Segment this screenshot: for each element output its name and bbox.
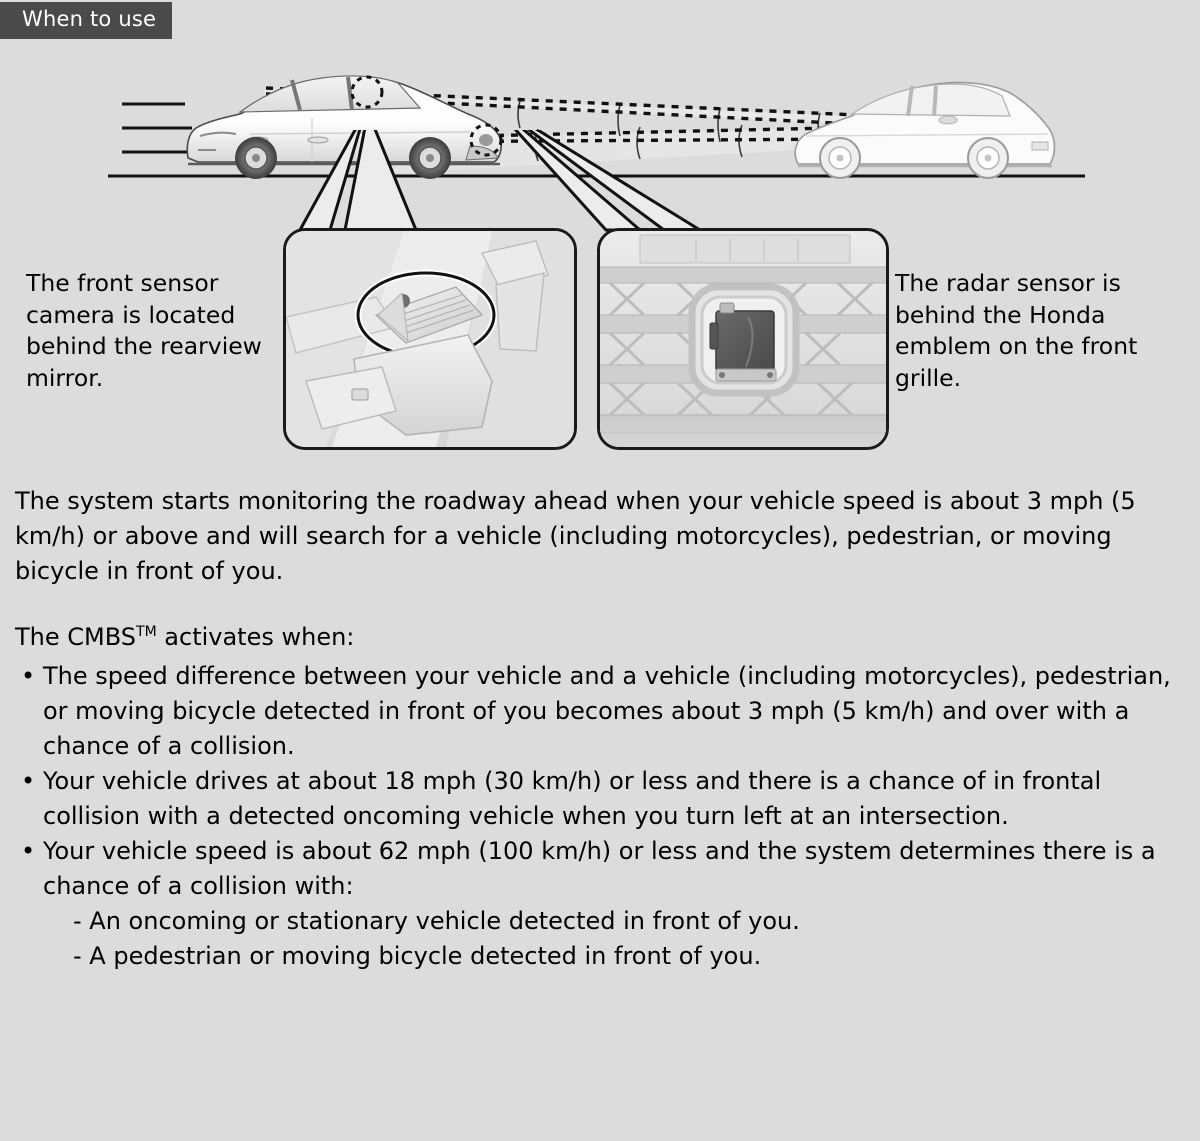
lead-suffix: activates when: — [156, 623, 355, 651]
list-item — [15, 659, 1187, 764]
list-item — [15, 834, 1187, 974]
lead-prefix: The CMBS — [15, 623, 137, 651]
radar-module — [710, 303, 776, 381]
front-sensor-camera-photo — [283, 228, 577, 450]
sub-list-item: - A pedestrian or moving bicycle detected in front of you. — [73, 942, 762, 970]
sub-list-item: - An oncoming or stationary vehicle detected in front of you. — [73, 907, 800, 935]
list-item-text: Your vehicle speed is about 62 mph (100 km/h) or less and the system determines there is a chance of a collision with: — [43, 837, 1156, 900]
callout-leader-lines — [0, 130, 1200, 250]
activation-conditions-list — [15, 659, 1187, 974]
caption-radar-sensor: The radar sensor is behind the Honda emblem on the front grille. — [895, 269, 1138, 392]
bullet-marker: • — [21, 837, 36, 865]
intro-paragraph: The system starts monitoring the roadway ahead when your vehicle speed is about 3 mph (5 km/h) or above and will search for a vehicle (including motorcycles), pedestrian, or moving bicycle in front of you. — [15, 487, 1136, 585]
trademark-symbol: TM — [136, 624, 157, 640]
list-item-text: Your vehicle drives at about 18 mph (30 km/h) or less and there is a chance of in frontal collision with a detected oncoming vehicle when you turn left at an intersection. — [43, 767, 1102, 830]
bullet-marker: • — [21, 767, 36, 795]
activation-lead — [15, 620, 1187, 655]
bullet-marker: • — [21, 662, 36, 690]
caption-front-sensor-camera: The front sensor camera is located behind the rearview mirror. — [26, 269, 262, 392]
list-item-text: The speed difference between your vehicle and a vehicle (including motorcycles), pedestrian, or moving bicycle detected in front of you becomes about 3 mph (5 km/h) and over with a chance of a collision. — [43, 662, 1171, 760]
section-badge: When to use — [0, 2, 172, 39]
radar-sensor-photo — [597, 228, 889, 450]
body-content — [15, 484, 1187, 974]
list-item — [15, 764, 1187, 834]
